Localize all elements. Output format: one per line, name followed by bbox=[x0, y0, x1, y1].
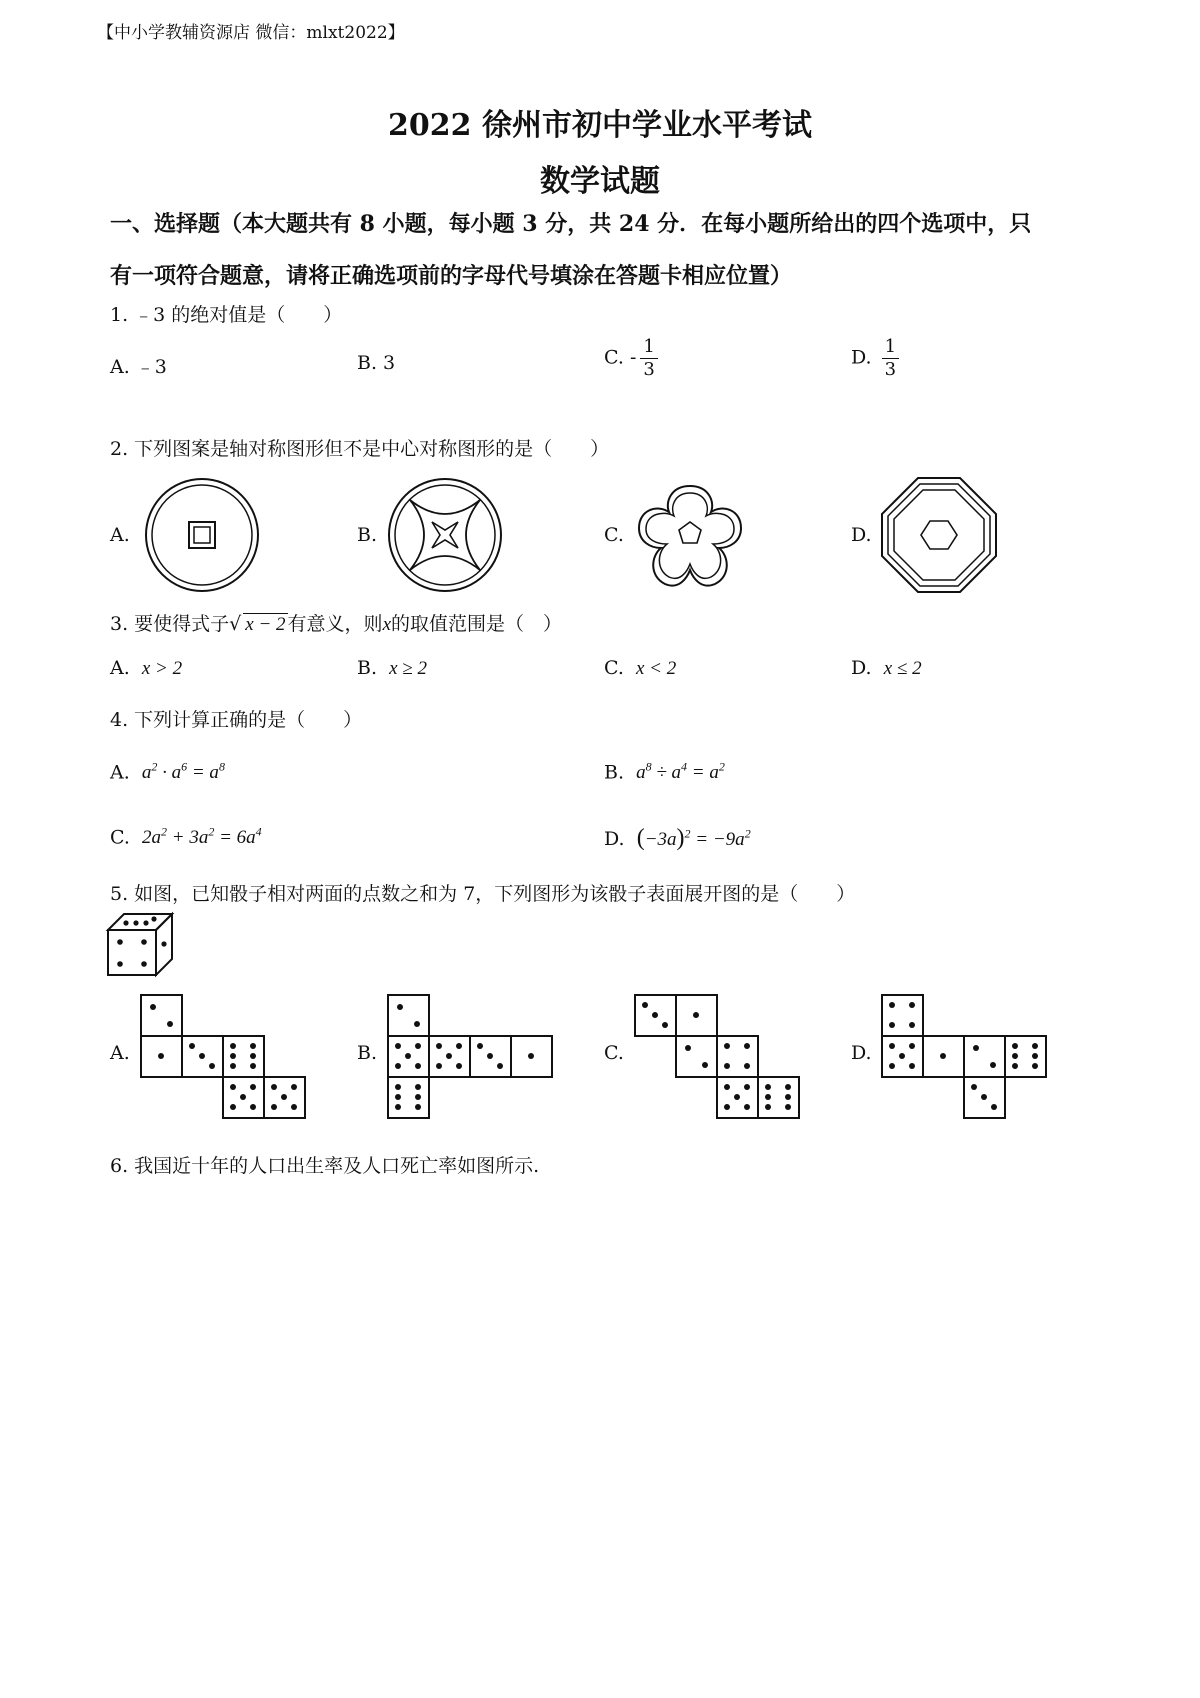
q4-option-a bbox=[110, 760, 225, 784]
q3-option-c bbox=[604, 657, 676, 680]
q3-option-b-expr: x ≥ 2 bbox=[389, 658, 427, 679]
q3-option-a-label: A. bbox=[110, 657, 130, 679]
plum-flower-figure bbox=[631, 478, 749, 596]
q1-c-numerator: 1 bbox=[640, 336, 657, 359]
q4-option-c-label: C. bbox=[110, 826, 130, 849]
dice-net-c bbox=[634, 994, 804, 1120]
q1-stem: 1. ﹣3 的绝对值是（ ） bbox=[110, 304, 343, 326]
q2-option-c: C. bbox=[604, 524, 624, 546]
q3-option-a-expr: x > 2 bbox=[141, 658, 183, 679]
q3-stem-middle: 有意义，则 bbox=[287, 613, 383, 635]
q3-option-c-expr: x < 2 bbox=[636, 658, 677, 679]
exam-subtitle: 数学试题 bbox=[540, 164, 660, 199]
q3-stem-suffix: 的取值范围是（ ） bbox=[391, 613, 563, 635]
cube-front-dots bbox=[117, 939, 147, 967]
q1-option-d-label: D. bbox=[851, 346, 872, 369]
dice-net-b bbox=[387, 994, 557, 1120]
cube-right-dots bbox=[161, 941, 166, 946]
octagonal-figure bbox=[878, 474, 1000, 596]
dice-net-a bbox=[140, 994, 310, 1120]
q3-variable: x bbox=[382, 614, 391, 635]
q1-option-a: A. ﹣3 bbox=[110, 356, 167, 378]
q1-option-d bbox=[851, 336, 899, 381]
q4-option-d-label: D. bbox=[604, 828, 625, 850]
section-heading-line-2: 有一项符合题意，请将正确选项前的字母代号填涂在答题卡相应位置） bbox=[110, 263, 793, 289]
q1-option-c-fraction bbox=[640, 336, 657, 381]
q5-stem: 5. 如图，已知骰子相对两面的点数之和为 7，下列图形为该骰子表面展开图的是（ ） bbox=[110, 883, 856, 905]
q4-option-a-label: A. bbox=[110, 761, 130, 784]
q2-option-d: D. bbox=[851, 524, 872, 546]
coin-square-hole-figure bbox=[145, 478, 260, 593]
q4-option-a-expr: $a^2 \cdot a^6 = a^8$ bbox=[141, 760, 225, 784]
q1-option-c-label: C. - bbox=[604, 346, 637, 369]
q5-option-d: D. bbox=[851, 1042, 872, 1064]
q3-stem bbox=[110, 609, 562, 636]
q3-option-d-label: D. bbox=[851, 657, 872, 679]
q1-d-numerator: 1 bbox=[882, 336, 899, 359]
q3-option-b-label: B. bbox=[357, 657, 378, 679]
q3-option-d-expr: x ≤ 2 bbox=[883, 658, 922, 679]
q5-option-a: A. bbox=[110, 1042, 130, 1064]
q1-d-denominator: 3 bbox=[884, 359, 897, 380]
coin-star-figure bbox=[388, 478, 503, 593]
sqrt-sign: √ bbox=[229, 613, 242, 635]
cube-top-dots bbox=[123, 916, 156, 925]
q4-option-c-expr: $2a^2 + 3a^2 = 6a^4$ bbox=[142, 825, 262, 849]
exam-title: 2022 徐州市初中学业水平考试 bbox=[388, 108, 812, 143]
q4-option-d bbox=[604, 825, 751, 852]
q1-c-denominator: 3 bbox=[643, 359, 655, 380]
q4-option-b-label: B. bbox=[604, 761, 625, 784]
q4-stem: 4. 下列计算正确的是（ ） bbox=[110, 709, 363, 731]
q2-option-a: A. bbox=[110, 524, 130, 546]
q2-stem: 2. 下列图案是轴对称图形但不是中心对称图形的是（ ） bbox=[110, 438, 610, 460]
q6-stem: 6. 我国近十年的人口出生率及人口死亡率如图所示. bbox=[110, 1155, 540, 1177]
q5-option-b: B. bbox=[357, 1042, 378, 1064]
section-heading bbox=[110, 198, 1110, 302]
watermark-text: 【中小学教辅资源店 微信：mlxt2022】 bbox=[97, 23, 405, 43]
section-heading-line-1: 一、选择题（本大题共有 8 小题，每小题 3 分，共 24 分．在每小题所给出的四个选项中，只 bbox=[110, 211, 1032, 237]
q1-option-d-fraction bbox=[882, 336, 899, 381]
q3-radicand: x − 2 bbox=[245, 614, 286, 635]
q4-option-c bbox=[110, 825, 262, 849]
q3-stem-prefix: 3. 要使得式子 bbox=[110, 613, 230, 635]
q4-option-d-expr: $(-3a)^2 = -9a^2$ bbox=[636, 825, 751, 851]
q3-option-d bbox=[851, 657, 922, 680]
q3-option-b bbox=[357, 657, 427, 680]
q2-option-b: B. bbox=[357, 524, 378, 546]
q3-option-c-label: C. bbox=[604, 657, 624, 679]
q5-option-c: C. bbox=[604, 1042, 624, 1064]
q4-option-b-expr: $a^8 \div a^4 = a^2$ bbox=[636, 760, 725, 784]
q3-option-a bbox=[110, 657, 182, 680]
q1-option-b: B. 3 bbox=[357, 352, 396, 374]
dice-cube-figure bbox=[108, 914, 174, 976]
dice-net-d bbox=[881, 994, 1051, 1120]
q4-option-b bbox=[604, 760, 725, 784]
q1-option-c bbox=[604, 336, 658, 381]
